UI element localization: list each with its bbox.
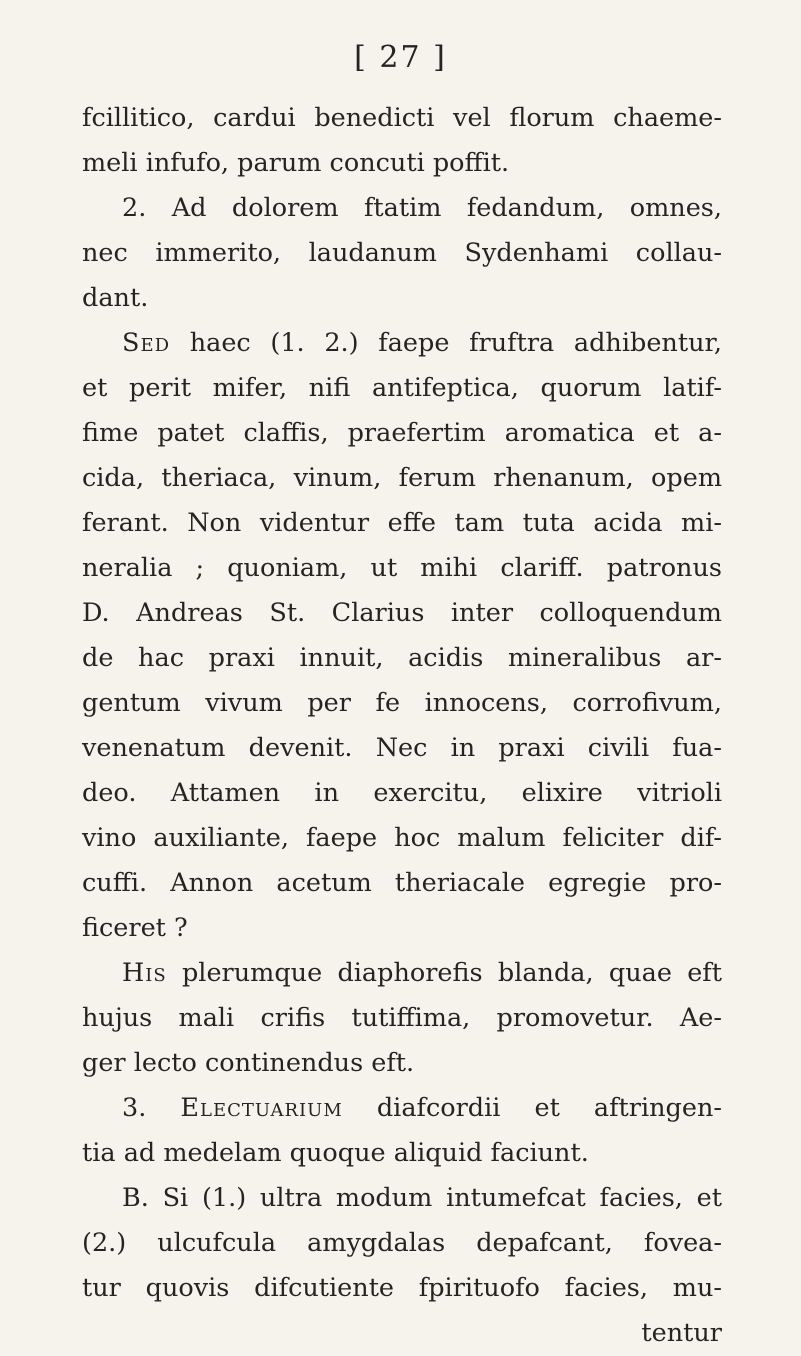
text-line <box>82 96 722 141</box>
line-text: ger lecto continendus eft. <box>82 1048 415 1078</box>
line-text: neralia ; quoniam, ut mihi clariff. patronus <box>82 553 722 583</box>
line-text: hujus mali crifis tutiffima, promovetur. Ae- <box>82 1003 722 1033</box>
text-line <box>82 1176 722 1221</box>
text-line <box>82 1086 722 1131</box>
text-line <box>82 1041 722 1086</box>
line-text: B. Si (1.) ultra modum intumefcat facies, et <box>122 1183 722 1213</box>
text-line <box>82 1221 722 1266</box>
line-text: nec immerito, laudanum Sydenhami collau- <box>82 238 722 268</box>
line-text: (2.) ulcufcula amygdalas depafcant, fovea- <box>82 1228 722 1258</box>
text-line <box>82 411 722 456</box>
line-text: deo. Attamen in exercitu, elixire vitrioli <box>82 778 722 808</box>
text-line <box>82 1311 722 1356</box>
text-line <box>82 456 722 501</box>
body-text <box>82 96 722 1356</box>
text-line <box>82 591 722 636</box>
text-line <box>82 1131 722 1176</box>
line-text: et perit mifer, nifi antifeptica, quorum latif- <box>82 373 722 403</box>
line-text: D. Andreas St. Clarius inter colloquendum <box>82 598 722 628</box>
line-text: dant. <box>82 283 149 313</box>
line-text: tur quovis difcutiente fpirituofo facies, mu- <box>82 1273 722 1303</box>
text-line <box>82 996 722 1041</box>
text-line <box>82 231 722 276</box>
line-text: fime patet claffis, praefertim aromatica et a- <box>82 418 722 448</box>
text-line <box>82 546 722 591</box>
text-line <box>82 636 722 681</box>
line-text: meli infufo, parum concuti poffit. <box>82 148 510 178</box>
smallcaps-lead: His <box>122 958 167 988</box>
line-text: diafcordii et aftringen- <box>342 1093 723 1123</box>
line-text: haec (1. 2.) faepe fruftra adhibentur, <box>170 328 722 358</box>
line-text: gentum vivum per fe innocens, corrofivum, <box>82 688 722 718</box>
line-text: fcillitico, cardui benedicti vel florum chaeme- <box>82 103 722 133</box>
line-text: cida, theriaca, vinum, ferum rhenanum, opem <box>82 463 722 493</box>
text-line <box>82 861 722 906</box>
line-text: tia ad medelam quoque aliquid faciunt. <box>82 1138 589 1168</box>
line-text: ferant. Non videntur effe tam tuta acida mi- <box>82 508 722 538</box>
smallcaps-lead: Sed <box>122 328 171 358</box>
text-line <box>82 951 722 996</box>
text-line <box>82 726 722 771</box>
line-text: 2. Ad dolorem ftatim fedandum, omnes, <box>122 193 722 223</box>
line-text: tentur <box>641 1318 722 1348</box>
page-number-header: [ 27 ] <box>354 40 447 75</box>
text-line <box>82 186 722 231</box>
text-line <box>82 366 722 411</box>
line-text: ficeret ? <box>82 913 188 943</box>
smallcaps-lead: Electuarium <box>180 1093 343 1123</box>
text-line <box>82 321 722 366</box>
text-line <box>82 906 722 951</box>
text-line <box>82 141 722 186</box>
line-text: de hac praxi innuit, acidis mineralibus ar- <box>82 643 722 673</box>
line-text: venenatum devenit. Nec in praxi civili fua- <box>82 733 722 763</box>
text-line <box>82 771 722 816</box>
line-text: vino auxiliante, faepe hoc malum feliciter dif- <box>82 823 722 853</box>
text-line <box>82 1266 722 1311</box>
text-line <box>82 501 722 546</box>
line-text: cuffi. Annon acetum theriacale egregie pro- <box>82 868 722 898</box>
line-text: plerumque diaphorefis blanda, quae eft <box>166 958 722 988</box>
text-line <box>82 681 722 726</box>
text-line <box>82 816 722 861</box>
text-line <box>82 276 722 321</box>
section-number: 3. <box>122 1093 181 1123</box>
